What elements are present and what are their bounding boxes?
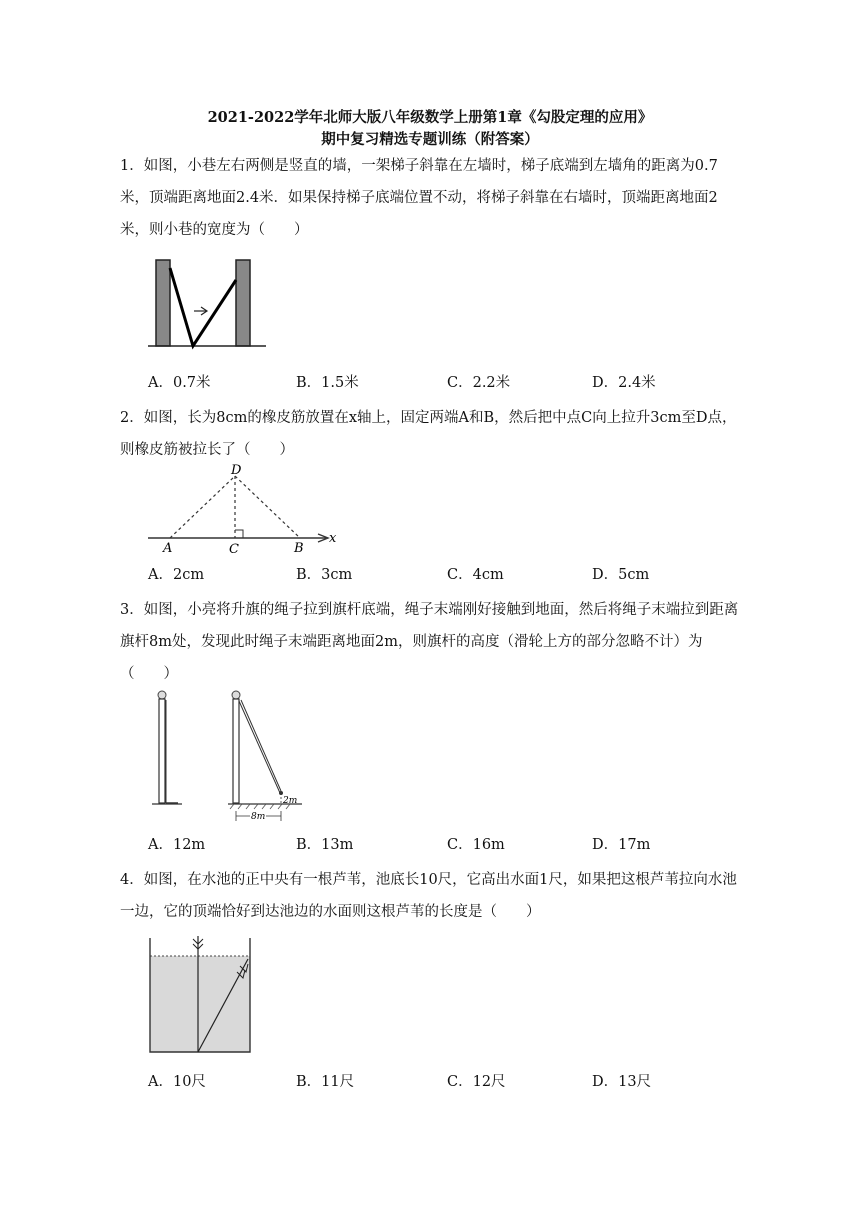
question-stem: 如图，在水池的正中央有一根芦苇，池底长10尺，它高出水面1尺，如果把这根芦苇拉向水池一边，它的顶端恰好到达池边的水面则这根芦苇的长度是（ ） (120, 872, 737, 920)
option-d[interactable]: D．2.4米 (592, 375, 656, 391)
label-x: x (329, 531, 337, 546)
rubber-band-figure (146, 462, 338, 556)
pulley-right (232, 691, 240, 699)
segment-ad (170, 476, 235, 538)
question-1 (120, 150, 740, 246)
label-distance: 8m (251, 812, 266, 822)
water-area (150, 956, 250, 1052)
question-stem: 如图，长为8cm的橡皮筋放置在x轴上，固定两端A和B，然后把中点C向上拉升3cm至D点，则橡皮筋被拉长了（ ） (120, 410, 737, 458)
question-number: 3． (120, 602, 144, 618)
question-number: 2． (120, 410, 144, 426)
option-a[interactable]: A．2cm (148, 567, 205, 583)
flagpole-figure (150, 688, 310, 828)
reed-pond-figure (148, 932, 258, 1056)
label-height: 2m (283, 796, 298, 806)
label-a: A (163, 541, 173, 556)
segment-db (235, 476, 300, 538)
question-3-options (148, 833, 748, 853)
label-b: B (294, 541, 304, 556)
option-d[interactable]: D．13尺 (592, 1074, 652, 1090)
title-line-1: 2021-2022学年北师大版八年级数学上册第1章《勾股定理的应用》 (207, 109, 653, 126)
label-d: D (231, 463, 242, 478)
option-b[interactable]: B．11尺 (296, 1074, 355, 1090)
right-angle-mark (235, 530, 243, 538)
question-stem: 如图，小亮将升旗的绳子拉到旗杆底端，绳子末端刚好接触到地面，然后将绳子末端拉到距离旗杆8m处，发现此时绳子末端距离地面2m，则旗杆的高度（滑轮上方的部分忽略不计）为（ ） (120, 602, 739, 682)
rope-right-2 (241, 700, 281, 791)
option-d[interactable]: D．17m (592, 837, 651, 853)
ground-hatch (230, 804, 290, 809)
label-c: C (229, 542, 239, 557)
option-d[interactable]: D．5cm (592, 567, 650, 583)
pole-right (233, 699, 239, 803)
pole-left (159, 699, 165, 803)
rope-right-1 (239, 701, 280, 793)
right-wall (236, 260, 250, 346)
option-b[interactable]: B．3cm (296, 567, 353, 583)
question-number: 4． (120, 872, 144, 888)
option-c[interactable]: C．4cm (447, 567, 504, 583)
question-4 (120, 864, 740, 928)
option-c[interactable]: C．12尺 (447, 1074, 506, 1090)
question-stem: 如图，小巷左右两侧是竖直的墙，一架梯子斜靠在左墙时，梯子底端到左墙角的距离为0.7米，顶端距离地面2.4米．如果保持梯子底端位置不动，将梯子斜靠在右墙时，顶端距离地面2米，则小巷的宽度为（ ） (120, 158, 718, 238)
ladder-alley-figure (146, 256, 272, 352)
option-c[interactable]: C．2.2米 (447, 375, 511, 391)
option-c[interactable]: C．16m (447, 837, 505, 853)
option-a[interactable]: A．0.7米 (148, 375, 211, 391)
pulley-left (158, 691, 166, 699)
option-b[interactable]: B．1.5米 (296, 375, 359, 391)
question-number: 1． (120, 158, 144, 174)
title-line-2: 期中复习精选专题训练（附答案） (321, 131, 539, 148)
question-2 (120, 402, 740, 466)
question-1-options (148, 371, 748, 391)
option-b[interactable]: B．13m (296, 837, 354, 853)
question-3 (120, 594, 740, 690)
option-a[interactable]: A．12m (148, 837, 206, 853)
left-wall (156, 260, 170, 346)
question-4-options (148, 1070, 748, 1090)
option-a[interactable]: A．10尺 (148, 1074, 206, 1090)
question-2-options (148, 563, 748, 583)
ladder-lines (170, 268, 236, 346)
